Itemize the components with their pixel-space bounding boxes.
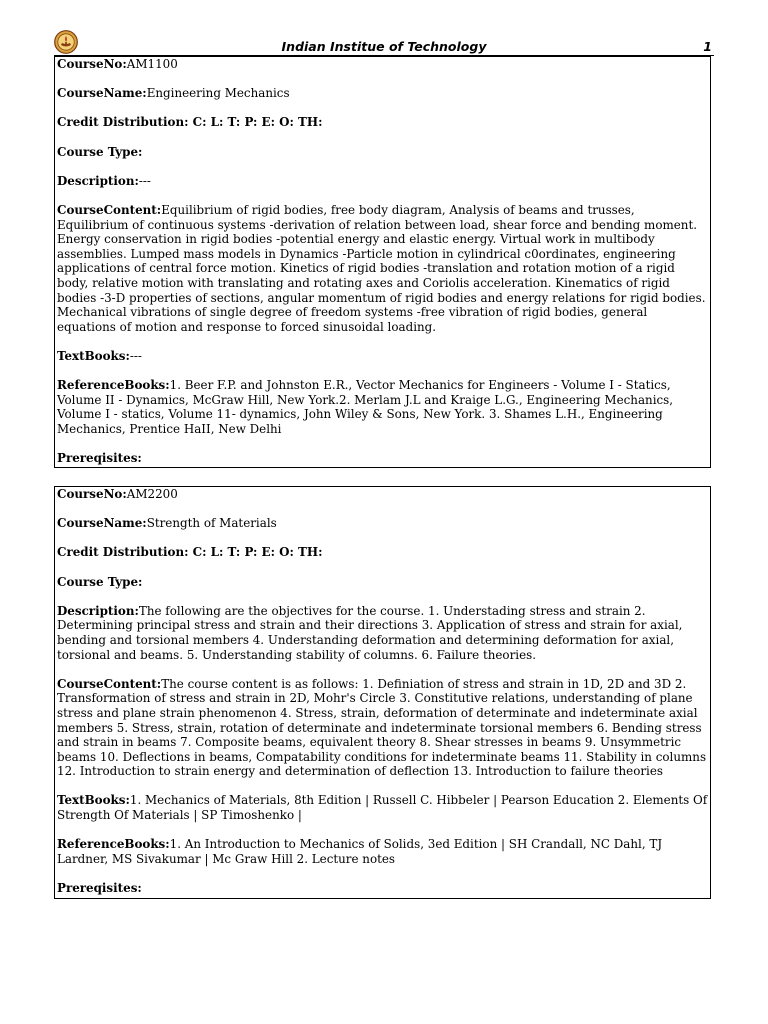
reference-books-row xyxy=(57,837,708,866)
course-content-label: CourseContent: xyxy=(57,676,162,691)
course-name-row xyxy=(57,516,708,531)
course-type-row xyxy=(57,575,708,590)
course-content-value: Equilibrium of rigid bodies, free body diagram, Analysis of beams and trusses, Equilibrium of continuous systems -derivation of relation between load, shear force and bending moment. Energy conservation in rigid bodies -potential energy and elastic energy. Virtual work in multibody assemblies. Lumped mass models in Dynamics -Particle motion in cylindrical c0ordinates, engineering applications of central force motion. Kinetics of rigid bodies -translation and rotation motion of a rigid body, relative motion with translating and rotating axes and Coriolis acceleration. Kinematics of rigid bodies -3-D properties of sections, angular momentum of rigid bodies and energy relations for rigid bodies. Mechanical vibrations of single degree of freedom systems -free vibration of rigid bodies, general equations of motion and response to forced sinusoidal loading. xyxy=(57,202,706,334)
course-no-value: AM1100 xyxy=(126,57,178,71)
textbooks-value: --- xyxy=(129,348,142,363)
course-no-label: CourseNo: xyxy=(57,487,127,501)
reference-books-label: ReferenceBooks: xyxy=(57,837,170,852)
description-value: The following are the objectives for the course. 1. Understading stress and strain 2. Determining principal stress and strain and their directions 3. Application of stress and strain for axial, bending and torsional members 4. Understanding deformation and determining deformation for axial, torsional and beams. 5. Understanding stability of columns. 6. Failure theories. xyxy=(57,603,683,662)
course-box xyxy=(54,56,711,468)
textbooks-label: TextBooks: xyxy=(57,793,130,808)
reference-books-value: 1. Beer F.P. and Johnston E.R., Vector Mechanics for Engineers - Volume I - Statics, Volume II - Dynamics, McGraw Hill, New York.2. Merlam J.L and Kraige L.G., Engineering Mechanics, Volume I - statics, Volume 11- dynamics, John Wiley & Sons, New York. 3. Shames L.H., Engineering Mechanics, Prentice HaII, New Delhi xyxy=(57,378,674,436)
textbooks-label: TextBooks: xyxy=(57,348,130,363)
course-no-row xyxy=(57,487,708,502)
course-name-row xyxy=(57,86,708,101)
prerequisites-row xyxy=(57,451,708,466)
course-box xyxy=(54,486,711,899)
description-row xyxy=(57,174,708,189)
credit-distribution-label: Credit Distribution: C: L: T: P: E: O: TH: xyxy=(57,115,323,130)
reference-books-row xyxy=(57,378,708,436)
course-type-label: Course Type: xyxy=(57,574,143,589)
prerequisites-label: Prereqisites: xyxy=(57,881,142,896)
page-number: 1 xyxy=(703,39,712,54)
course-type-row xyxy=(57,145,708,160)
credit-distribution-label: Credit Distribution: C: L: T: P: E: O: TH: xyxy=(57,545,323,560)
reference-books-label: ReferenceBooks: xyxy=(57,378,170,393)
prerequisites-row xyxy=(57,881,708,896)
course-name-value: Strength of Materials xyxy=(146,516,277,531)
course-name-label: CourseName: xyxy=(57,86,147,101)
course-content-row xyxy=(57,677,708,779)
prerequisites-label: Prereqisites: xyxy=(57,451,142,466)
course-content-value: The course content is as follows: 1. Definiation of stress and strain in 1D, 2D and 3D 2. Transformation of stress and strain in 2D, Mohr's Circle 3. Constitutive relations, understanding of plane stress and plane strain phenomenon 4. Stress, strain, deformation of determinate and indeterminate axial members 5. Stress, strain, rotation of determinate and indeterminate torsional members 6. Bending stress and strain in beams 7. Composite beams, equivalent theory 8. Shear stresses in beams 9. Unsymmetric beams 10. Deflections in beams, Compatability conditions for indeterminate beams 11. Stability in columns 12. Introduction to strain energy and determination of deflection 13. Introduction to failure theories xyxy=(57,676,707,779)
course-type-label: Course Type: xyxy=(57,144,143,159)
description-value: --- xyxy=(138,173,151,188)
description-label: Description: xyxy=(57,173,139,188)
course-content-label: CourseContent: xyxy=(57,202,162,217)
page-header xyxy=(54,30,714,56)
textbooks-value: 1. Mechanics of Materials, 8th Edition | Russell C. Hibbeler | Pearson Education 2. Elements Of Strength Of Materials | SP Timoshenko | xyxy=(57,793,708,823)
reference-books-value: 1. An Introduction to Mechanics of Solids, 3ed Edition | SH Crandall, NC Dahl, TJ Lardner, MS Sivakumar | Mc Graw Hill 2. Lecture notes xyxy=(57,837,663,866)
description-label: Description: xyxy=(57,603,139,618)
credit-distribution-row xyxy=(57,115,708,130)
course-name-value: Engineering Mechanics xyxy=(146,86,290,101)
credit-distribution-row xyxy=(57,545,708,560)
course-content-row xyxy=(57,203,708,334)
textbooks-row xyxy=(57,793,708,822)
description-row xyxy=(57,604,708,662)
textbooks-row xyxy=(57,349,708,364)
course-no-label: CourseNo: xyxy=(57,57,127,71)
course-no-value: AM2200 xyxy=(126,487,178,501)
course-name-label: CourseName: xyxy=(57,516,147,531)
course-no-row xyxy=(57,57,708,72)
header-title: Indian Institue of Technology xyxy=(281,39,487,54)
